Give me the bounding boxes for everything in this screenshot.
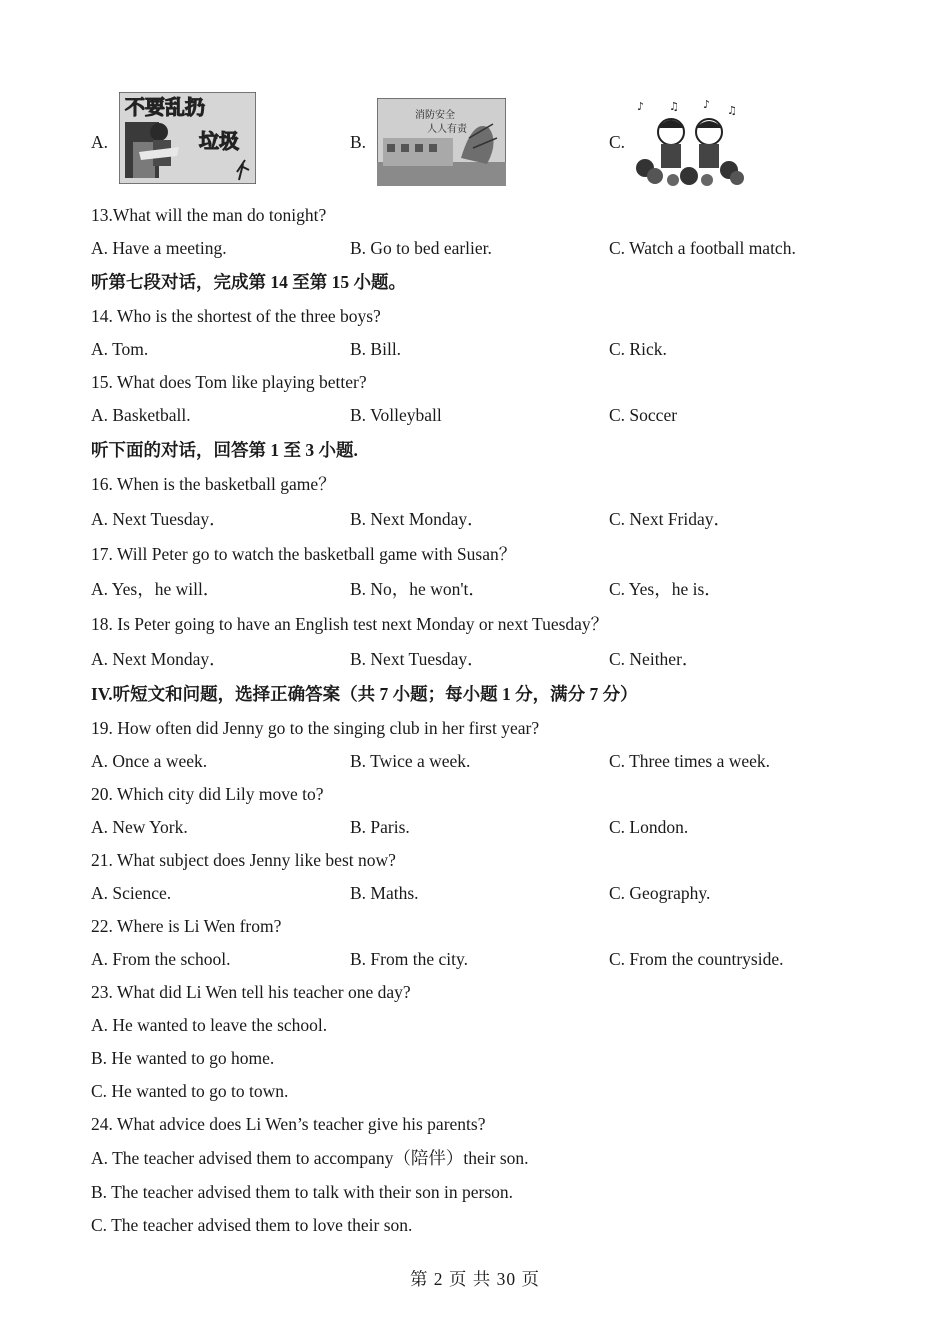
options-17: [91, 578, 871, 600]
option-14-c: C. Rick.: [609, 339, 667, 359]
picture-options: [91, 92, 871, 188]
options-19: [91, 750, 871, 772]
option-20-c: C. London.: [609, 817, 689, 837]
option-21-b: B. Maths.: [350, 883, 419, 903]
options-20: [91, 816, 871, 838]
option-16-b: B. Next Monday．: [350, 509, 485, 529]
option-17-c: C. Yes，he is．: [609, 579, 722, 599]
option-23-b: B. He wanted to go home.: [91, 1048, 275, 1068]
option-21-c: C. Geography.: [609, 883, 711, 903]
option-18-a: A. Next Monday．: [91, 649, 227, 669]
section-iv-heading: IV.听短文和问题，选择正确答案（共 7 小题；每小题 1 分，满分 7 分）: [91, 684, 638, 704]
question-14: 14. Who is the shortest of the three boys?: [91, 306, 381, 326]
picture-b-sign-text-2: 人人有责: [427, 124, 467, 135]
question-24: 24. What advice does Li Wen’s teacher give his parents?: [91, 1114, 486, 1134]
options-21: [91, 882, 871, 904]
svg-text:♪: ♪: [703, 98, 711, 111]
picture-b-label: B.: [350, 132, 367, 152]
section-7-heading: 听第七段对话，完成第 14 至第 15 小题。: [91, 272, 406, 292]
option-22-a: A. From the school.: [91, 949, 231, 969]
question-15: 15. What does Tom like playing better?: [91, 372, 367, 392]
picture-b-fire-safety-image: [377, 98, 506, 186]
option-13-a: A. Have a meeting.: [91, 238, 227, 258]
question-23: 23. What did Li Wen tell his teacher one day?: [91, 982, 411, 1002]
picture-c-label: C.: [609, 132, 626, 152]
picture-a-sign-text: 不要乱扔: [125, 95, 205, 119]
options-13: [91, 237, 871, 259]
question-21: 21. What subject does Jenny like best now?: [91, 850, 396, 870]
option-15-c: C. Soccer: [609, 405, 678, 425]
options-16: [91, 508, 871, 530]
question-19: 19. How often did Jenny go to the singing club in her first year?: [91, 718, 540, 738]
picture-b-sign-text: 消防安全: [415, 110, 455, 121]
question-13: 13.What will the man do tonight?: [91, 205, 327, 225]
option-24-a: A. The teacher advised them to accompany（陪伴）their son.: [91, 1148, 529, 1168]
option-15-b: B. Volleyball: [350, 405, 442, 425]
picture-a-no-littering-image: [119, 92, 256, 184]
question-16: 16. When is the basketball game？: [91, 474, 336, 494]
option-14-a: A. Tom.: [91, 339, 149, 359]
page-footer: 第 2 页 共 30 页: [409, 1269, 541, 1289]
option-15-a: A. Basketball.: [91, 405, 191, 425]
option-18-b: B. Next Tuesday．: [350, 649, 485, 669]
option-24-c: C. The teacher advised them to love their son.: [91, 1215, 413, 1235]
option-16-a: A. Next Tuesday．: [91, 509, 227, 529]
options-18: [91, 648, 871, 670]
option-18-c: C. Neither．: [609, 649, 700, 669]
option-22-b: B. From the city.: [350, 949, 468, 969]
option-24-b: B. The teacher advised them to talk with their son in person.: [91, 1182, 514, 1202]
question-20: 20. Which city did Lily move to?: [91, 784, 324, 804]
option-19-c: C. Three times a week.: [609, 751, 771, 771]
option-20-a: A. New York.: [91, 817, 188, 837]
option-13-b: B. Go to bed earlier.: [350, 238, 492, 258]
option-23-c: C. He wanted to go to town.: [91, 1081, 289, 1101]
option-13-c: C. Watch a football match.: [609, 238, 796, 258]
question-17: 17. Will Peter go to watch the basketball game with Susan？: [91, 544, 517, 564]
question-22: 22. Where is Li Wen from?: [91, 916, 282, 936]
section-8-heading: 听下面的对话，回答第 1 至 3 小题.: [91, 440, 358, 460]
option-14-b: B. Bill.: [350, 339, 402, 359]
options-22: [91, 948, 871, 970]
options-14: [91, 338, 871, 360]
picture-c-singing-kids-image: [633, 98, 745, 186]
option-19-b: B. Twice a week.: [350, 751, 471, 771]
option-19-a: A. Once a week.: [91, 751, 208, 771]
picture-a-sign-text-2: 垃圾: [199, 129, 239, 153]
svg-text:♪: ♪: [637, 100, 645, 113]
option-16-c: C. Next Friday．: [609, 509, 732, 529]
option-17-b: B. No，he won't．: [350, 579, 486, 599]
svg-text:♫: ♫: [727, 104, 737, 117]
option-20-b: B. Paris.: [350, 817, 410, 837]
options-15: [91, 404, 871, 426]
question-18: 18. Is Peter going to have an English test next Monday or next Tuesday？: [91, 614, 609, 634]
svg-text:♫: ♫: [669, 100, 679, 113]
option-22-c: C. From the countryside.: [609, 949, 784, 969]
picture-a-label: A.: [91, 132, 109, 152]
option-21-a: A. Science.: [91, 883, 172, 903]
option-17-a: A. Yes，he will．: [91, 579, 221, 599]
option-23-a: A. He wanted to leave the school.: [91, 1015, 328, 1035]
